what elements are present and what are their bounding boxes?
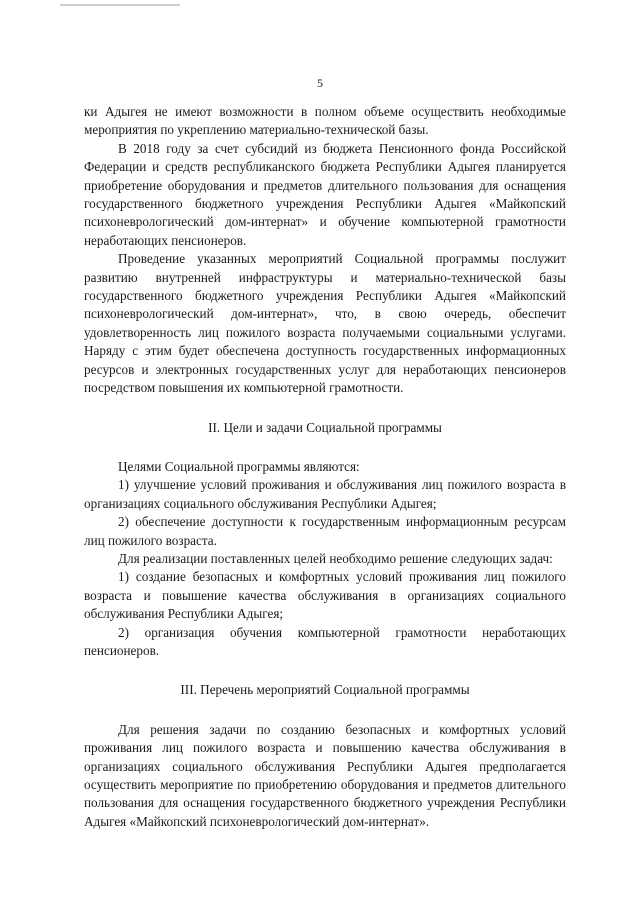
document-body xyxy=(84,103,566,831)
page-number: 5 xyxy=(317,76,323,90)
scan-edge-mark xyxy=(60,4,180,6)
goals-intro: Целями Социальной программы являются: xyxy=(118,458,360,474)
task-2: 2) организация обучения компьютерной грамотности неработающих пенсионеров. xyxy=(84,624,566,658)
paragraph-2018-subsidies: В 2018 году за счет субсидий из бюджета Пенсионного фонда Российской Федерации и средств республиканского бюджета Республики Адыгея планируется приобретение оборудования и предметов длительного пользования для оснащения государственного бюджетного учреждения Республики Адыгея «Майкопский психоневрологический дом-интернат» и обучение компьютерной грамотности неработающих пенсионеров. xyxy=(84,140,566,248)
tasks-intro: Для реализации поставленных целей необходимо решение следующих задач: xyxy=(118,550,553,566)
task-1: 1) создание безопасных и комфортных условий проживания лиц пожилого возраста и повышение качества обслуживания в организациях социального обслуживания Республики Адыгея; xyxy=(84,569,566,622)
section-2-heading: II. Цели и задачи Социальной программы xyxy=(208,419,442,435)
paragraph-program-effects: Проведение указанных мероприятий Социальной программы послужит развитию внутренней инфраструктуры и материально-технической базы государственного бюджетного учреждения Республики Адыгея «Майкопский психоневрологический дом-интернат», что, в свою очередь, обеспечит удовлетворенность лиц пожилого возраста получаемыми социальными услугами. Наряду с этим будет обеспечена доступность государственных информационных ресурсов и электронных государственных услуг для неработающих пенсионеров посредством повышения их компьютерной грамотности. xyxy=(84,251,566,396)
paragraph-continued: ки Адыгея не имеют возможности в полном объеме осуществить необходимые мероприятия по укреплению материально-технической базы. xyxy=(84,104,566,138)
section-3-heading: III. Перечень мероприятий Социальной программы xyxy=(180,682,470,698)
goal-2: 2) обеспечение доступности к государственным информационным ресурсам лиц пожилого возраста. xyxy=(84,514,566,548)
activities-paragraph: Для решения задачи по созданию безопасных и комфортных условий проживания лиц пожилого возраста и повышению качества обслуживания в организациях социального обслуживания Республики Адыгея предполагается осуществить мероприятие по приобретению оборудования и предметов длительного пользования для оснащения государственного бюджетного учреждения Республики Адыгея «Майкопский психоневрологический дом-интернат». xyxy=(84,721,566,829)
goal-1: 1) улучшение условий проживания и обслуживания лиц пожилого возраста в организациях социального обслуживания Республики Адыгея; xyxy=(84,477,566,511)
